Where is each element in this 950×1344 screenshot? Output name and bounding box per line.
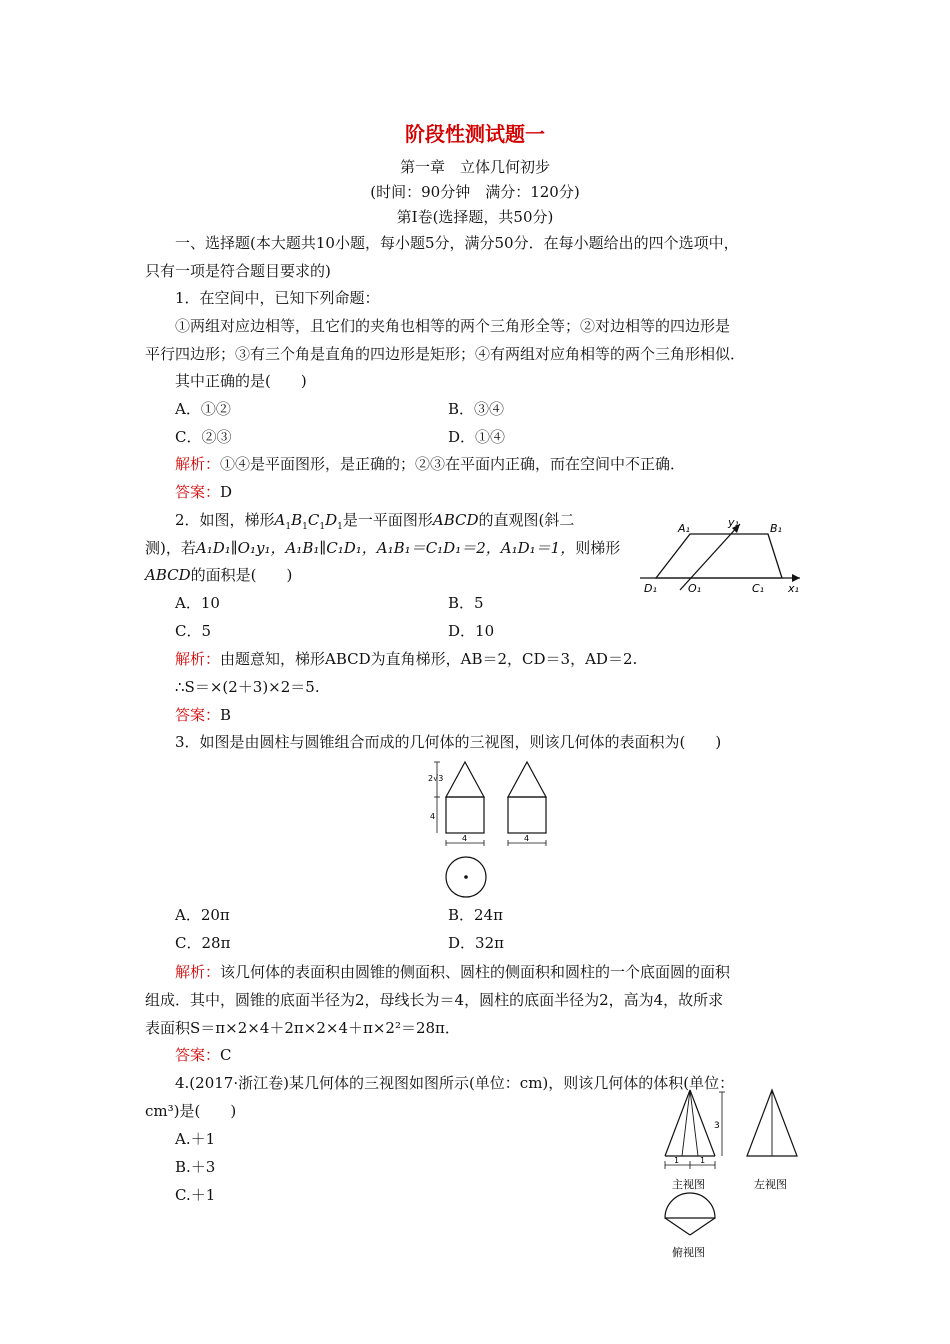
q3-analysis-1 (175, 962, 730, 982)
q1-answer (175, 482, 232, 502)
q1-option-c: C．②③ (175, 428, 232, 446)
section-intro-line-2: 只有一项是符合题目要求的) (145, 262, 331, 280)
answer-value: B (220, 706, 232, 724)
analysis-label: 解析： (175, 455, 221, 473)
q4-option-a: A.＋1 (175, 1130, 216, 1148)
q2-option-b: B．5 (448, 594, 484, 612)
q4-line-1: 4.(2017·浙江卷)某几何体的三视图如图所示(单位：cm)，则该几何体的体积(单位： (175, 1074, 735, 1092)
analysis-label: 解析： (175, 963, 221, 981)
q3-answer (175, 1045, 232, 1065)
q3-three-view-figure (428, 757, 578, 902)
q2-therefore: ∴S＝×(2＋3)×2＝5. (175, 678, 320, 696)
page-title: 阶段性测试题一 (405, 122, 545, 146)
caption-side-view: 左视图 (754, 1178, 787, 1191)
q2-option-d: D．10 (448, 622, 495, 640)
q2-sub: 1 (302, 522, 308, 532)
q1-option-b: B．③④ (448, 400, 505, 418)
dim-front-width: 4 (462, 834, 468, 843)
time-info: (时间：90分钟 满分：120分) (370, 183, 580, 201)
section-intro-line-1: 一、选择题(本大题共10小题，每小题5分，满分50分．在每小题给出的四个选项中， (175, 234, 739, 252)
q4-line-2: cm³)是( ) (145, 1102, 237, 1120)
analysis-text: 该几何体的表面积由圆锥的侧面积、圆柱的侧面积和圆柱的一个底面圆的面积 (220, 963, 731, 981)
caption-front-view: 主视图 (672, 1178, 705, 1191)
q2-var: ABCD (432, 511, 479, 529)
q1-analysis (175, 454, 685, 474)
analysis-label: 解析： (175, 650, 221, 668)
q1-option-a: A．①② (175, 400, 231, 418)
q3-option-b: B．24π (448, 906, 503, 924)
q3-analysis-2: 组成．其中，圆锥的底面半径为2，母线长为＝4，圆柱的底面半径为2，高为4，故所求 (145, 991, 724, 1009)
q1-line-3: 平行四边形；③有三个角是直角的四边形是矩形；④有两组对应角相等的两个三角形相似． (145, 345, 746, 363)
q3-analysis-3: 表面积S＝π×2×4＋2π×2×4＋π×2²＝28π． (145, 1019, 460, 1037)
q2-expr: A₁D₁∥O₁y₁，A₁B₁∥C₁D₁，A₁B₁＝C₁D₁＝2，A₁D₁＝1， (195, 539, 576, 557)
label-o1: O₁ (688, 582, 702, 595)
q2-option-a: A．10 (175, 594, 220, 612)
label-d1: D₁ (644, 582, 657, 595)
q4-three-view-figure (660, 1090, 830, 1260)
answer-value: C (220, 1046, 232, 1064)
q2-text: 则梯形 (575, 539, 621, 557)
q2-text: 的直观图(斜二 (478, 511, 575, 529)
analysis-text: ①④是平面图形，是正确的；②③在平面内正确，而在空间中不正确． (220, 455, 686, 473)
label-b1: B₁ (770, 522, 782, 535)
label-x1: x₁ (788, 582, 799, 595)
dim-tick-1: 1 (674, 1156, 680, 1165)
analysis-text: 由题意知，梯形ABCD为直角梯形，AB＝2，CD＝3，AD＝2. (220, 650, 638, 668)
q2-var: B (291, 511, 303, 529)
dim-cylinder-height: 4 (430, 812, 436, 821)
q3-option-c: C．28π (175, 934, 231, 952)
q2-line-3 (145, 565, 292, 585)
chapter-subtitle: 第一章 立体几何初步 (399, 158, 550, 176)
label-c1: C₁ (752, 582, 765, 595)
q2-line-2 (145, 538, 620, 558)
label-a1: A₁ (678, 522, 690, 535)
dim-tick-2: 1 (700, 1156, 706, 1165)
q4-option-c: C.＋1 (175, 1186, 216, 1204)
q2-text: 测)，若 (145, 539, 196, 557)
q1-line-4: 其中正确的是( ) (175, 372, 307, 390)
q1-stem: 1．在空间中，已知下列命题： (175, 289, 380, 307)
q3-option-a: A．20π (175, 906, 230, 924)
q2-var: A (274, 511, 286, 529)
caption-top-view: 俯视图 (672, 1246, 705, 1259)
part-info: 第Ⅰ卷(选择题，共50分) (396, 208, 554, 226)
answer-label: 答案： (175, 483, 221, 501)
dim-height: 3 (714, 1121, 720, 1131)
q1-option-d: D．①④ (448, 428, 506, 446)
q2-var: ABCD (145, 566, 191, 584)
dim-side-width: 4 (524, 834, 530, 843)
q2-text: 2．如图，梯形 (175, 511, 275, 529)
q2-text: 是一平面图形 (342, 511, 433, 529)
q2-sub: 1 (319, 522, 326, 532)
answer-label: 答案： (175, 706, 221, 724)
q2-var: D (325, 511, 338, 529)
q2-text: 的面积是( ) (190, 566, 293, 584)
q3-stem: 3．如图是由圆柱与圆锥组合而成的几何体的三视图，则该几何体的表面积为( ) (175, 733, 722, 751)
q2-line-1 (175, 510, 574, 537)
q1-line-2: ①两组对应边相等，且它们的夹角也相等的两个三角形全等；②对边相等的四边形是 (175, 317, 731, 335)
q2-trapezoid-figure (640, 510, 830, 600)
q2-var: C (307, 511, 320, 529)
q2-option-c: C．5 (175, 622, 212, 640)
q4-option-b: B.＋3 (175, 1158, 216, 1176)
label-y1: y₁ (728, 516, 739, 529)
q2-analysis (175, 649, 637, 669)
answer-value: D (220, 483, 233, 501)
q2-sub: 1 (285, 522, 292, 532)
q2-answer (175, 705, 231, 725)
answer-label: 答案： (175, 1046, 221, 1064)
q2-sub: 1 (337, 522, 343, 532)
q3-option-d: D．32π (448, 934, 504, 952)
dim-cone-height: 2√3 (428, 774, 444, 783)
